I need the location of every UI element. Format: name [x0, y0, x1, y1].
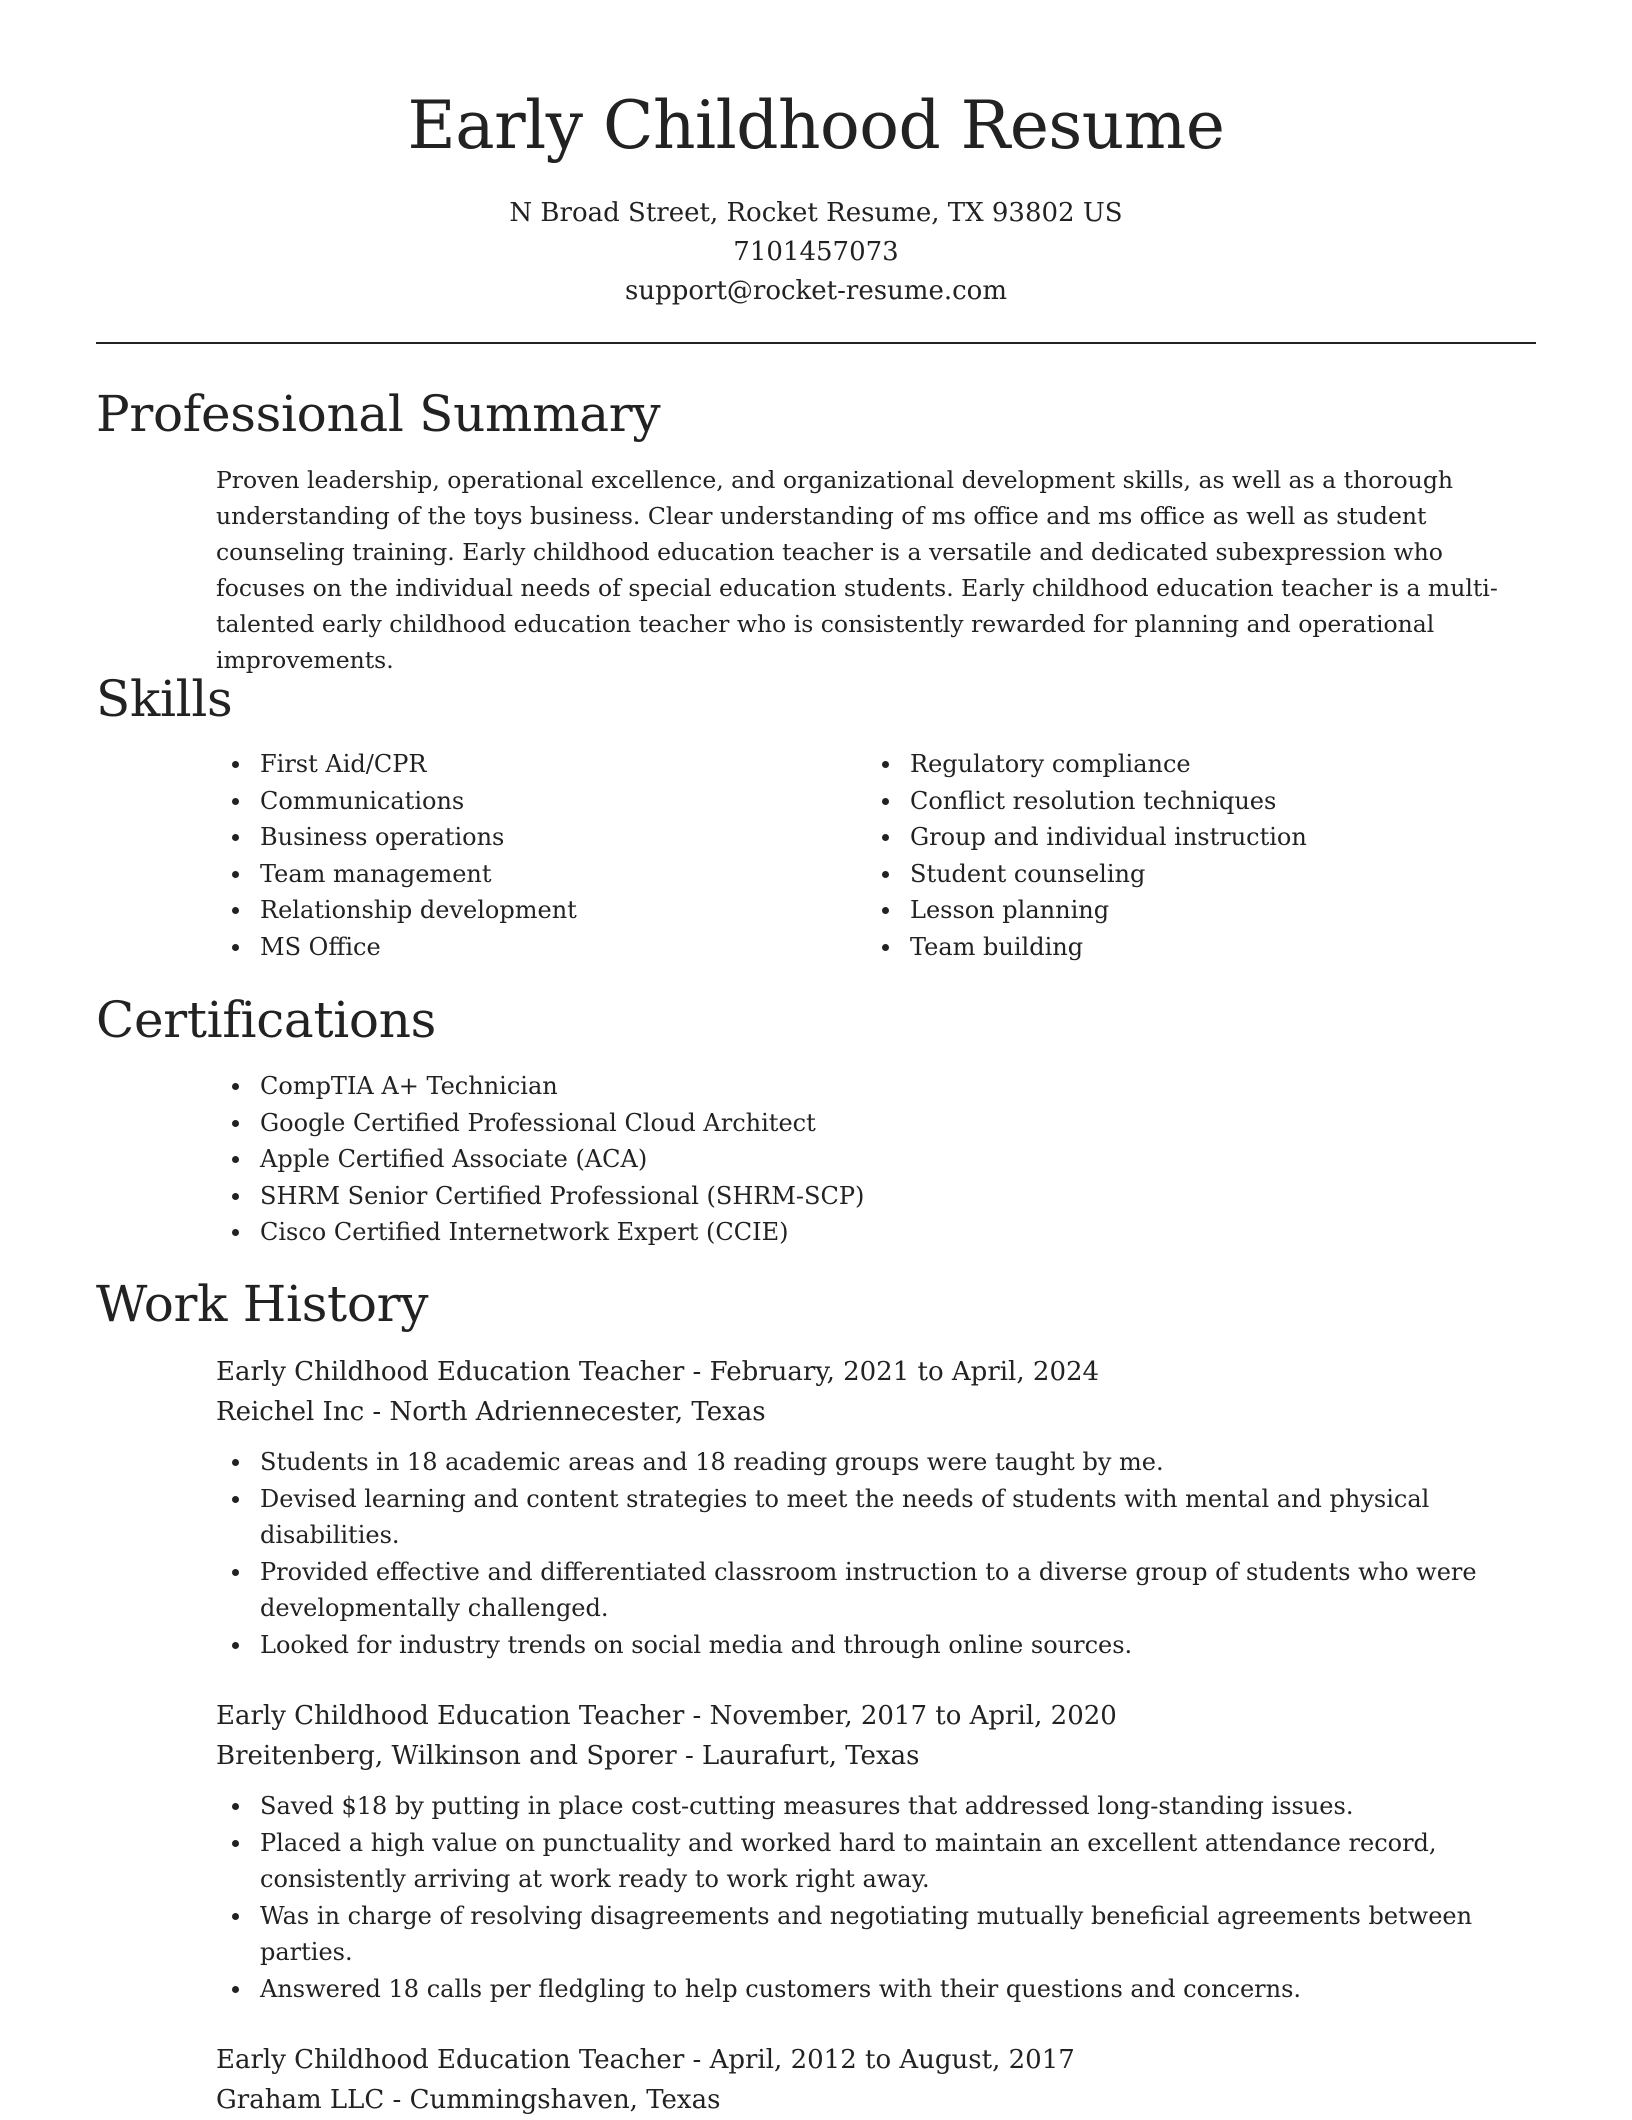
job-location: Cummingshaven, Texas — [409, 2085, 721, 2115]
skills-list-right — [866, 746, 1307, 965]
separator: - — [684, 1357, 710, 1387]
job-title: Early Childhood Education Teacher — [216, 1701, 685, 1731]
address: N Broad Street, Rocket Resume, TX 93802 US — [509, 198, 1123, 228]
certification-item: CompTIA A+ Technician — [216, 1068, 864, 1105]
skills-list-left — [216, 746, 577, 965]
separator: - — [684, 2045, 710, 2075]
job-bullets — [216, 1444, 1516, 1663]
certifications-list — [216, 1068, 864, 1251]
job-company-line — [216, 2080, 1516, 2120]
job-title-line — [216, 2040, 1516, 2080]
job-entry — [216, 1352, 1516, 1663]
job-bullet: Answered 18 calls per fledgling to help customers with their questions and concerns. — [216, 1971, 1516, 2008]
work-history-heading: Work History — [96, 1275, 429, 1333]
company-name: Graham LLC — [216, 2085, 385, 2115]
job-bullet: Looked for industry trends on social media and through online sources. — [216, 1627, 1516, 1664]
certification-item: Google Certified Professional Cloud Architect — [216, 1105, 864, 1142]
job-bullet: Devised learning and content strategies to meet the needs of students with mental and physical disabilities. — [216, 1481, 1516, 1554]
company-name: Breitenberg, Wilkinson and Sporer — [216, 1741, 677, 1771]
email-address: support@rocket-resume.com — [624, 276, 1007, 306]
certifications-heading: Certifications — [96, 991, 436, 1049]
certification-item: SHRM Senior Certified Professional (SHRM-SCP) — [216, 1178, 864, 1215]
summary-text: Proven leadership, operational excellence, and organizational development skills, as well as a thorough understanding of the toys business. Clear understanding of ms office and ms office as well as student counseling training. Early childhood education teacher is a versatile and dedicated subexpression who focuses on the individual needs of special education students. Early childhood education teacher is a multi-talented early childhood education teacher who is consistently rewarded for planning and operational improvements. — [216, 466, 1498, 674]
job-bullet: Provided effective and differentiated classroom instruction to a diverse group of students who were developmentally challenged. — [216, 1554, 1516, 1627]
phone-number: 7101457073 — [733, 237, 899, 267]
job-bullets — [216, 1788, 1516, 2007]
job-dates: February, 2021 to April, 2024 — [709, 1357, 1100, 1387]
skill-item: Lesson planning — [866, 892, 1307, 929]
job-bullet: Saved $18 by putting in place cost-cutting measures that addressed long-standing issues. — [216, 1788, 1516, 1825]
skill-item: Team management — [216, 856, 577, 893]
skills-heading: Skills — [96, 670, 233, 728]
separator: - — [364, 1397, 390, 1427]
job-company-line — [216, 1736, 1516, 1776]
job-entry — [216, 2040, 1516, 2120]
job-bullet: Placed a high value on punctuality and worked hard to maintain an excellent attendance record, consistently arriving at work ready to work right away. — [216, 1825, 1516, 1898]
job-title: Early Childhood Education Teacher — [216, 2045, 685, 2075]
job-dates: April, 2012 to August, 2017 — [709, 2045, 1075, 2075]
job-bullet: Students in 18 academic areas and 18 reading groups were taught by me. — [216, 1444, 1516, 1481]
certification-item: Cisco Certified Internetwork Expert (CCIE) — [216, 1214, 864, 1251]
summary-heading: Professional Summary — [96, 385, 661, 443]
job-bullet: Was in charge of resolving disagreements and negotiating mutually beneficial agreements between parties. — [216, 1898, 1516, 1971]
job-title-line — [216, 1696, 1516, 1736]
resume-header — [0, 0, 1632, 311]
header-divider — [96, 342, 1536, 344]
separator: - — [384, 2085, 410, 2115]
certification-item: Apple Certified Associate (ACA) — [216, 1141, 864, 1178]
skill-item: Group and individual instruction — [866, 819, 1307, 856]
skill-item: Relationship development — [216, 892, 577, 929]
skill-item: Business operations — [216, 819, 577, 856]
skill-item: MS Office — [216, 929, 577, 966]
skill-item: Regulatory compliance — [866, 746, 1307, 783]
job-title: Early Childhood Education Teacher — [216, 1357, 685, 1387]
separator: - — [684, 1701, 710, 1731]
skill-item: Conflict resolution techniques — [866, 783, 1307, 820]
job-dates: November, 2017 to April, 2020 — [709, 1701, 1117, 1731]
skill-item: First Aid/CPR — [216, 746, 577, 783]
job-title-line — [216, 1352, 1516, 1392]
skill-item: Student counseling — [866, 856, 1307, 893]
job-company-line — [216, 1392, 1516, 1432]
separator: - — [676, 1741, 703, 1771]
candidate-name: Early Childhood Resume — [407, 87, 1225, 164]
company-name: Reichel Inc — [216, 1397, 365, 1427]
skill-item: Communications — [216, 783, 577, 820]
job-location: Laurafurt, Texas — [702, 1741, 920, 1771]
job-entry — [216, 1696, 1516, 2007]
job-location: North Adriennecester, Texas — [389, 1397, 766, 1427]
contact-info — [0, 194, 1632, 311]
skill-item: Team building — [866, 929, 1307, 966]
